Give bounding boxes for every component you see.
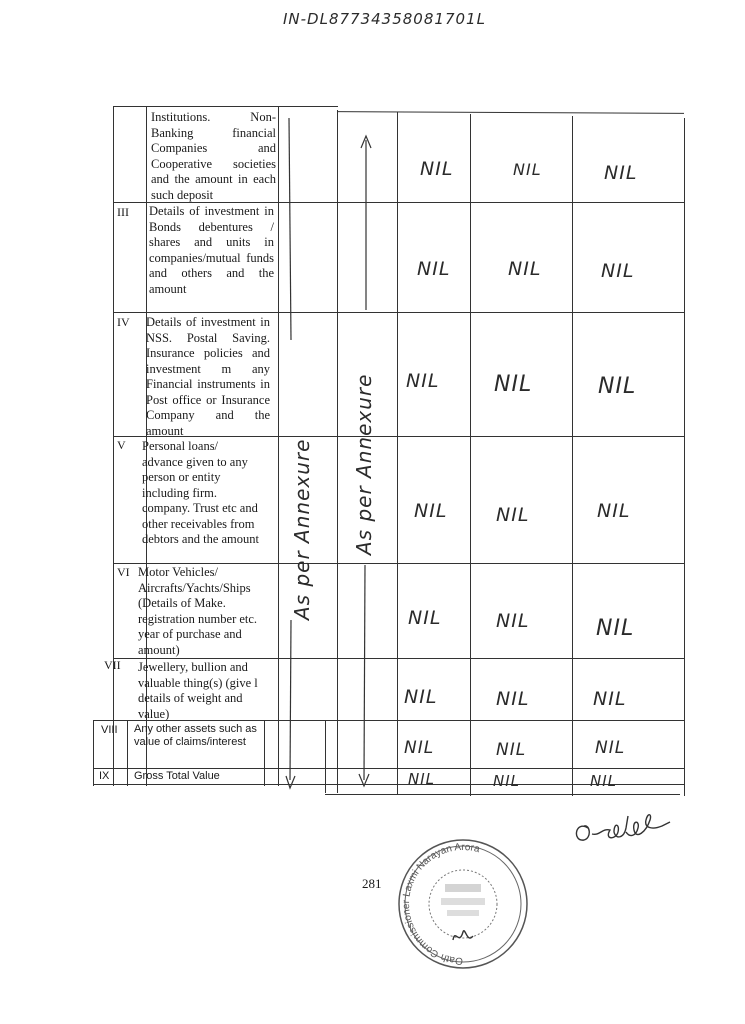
nil-r4-c1: NIL xyxy=(406,370,440,392)
nil-r1-c1: NIL xyxy=(420,158,454,180)
row-number-ix: IX xyxy=(99,770,110,782)
oath-commissioner-seal xyxy=(395,836,531,972)
nil-r5-c3: NIL xyxy=(597,500,631,522)
row-number-iv: IV xyxy=(117,315,130,329)
table-row-1-text: Institutions. Non-Banking financial Companies and Cooperative societies and the amount in each such deposit xyxy=(151,110,276,202)
row-number-v: V xyxy=(117,438,126,452)
nil-r9-c2: NIL xyxy=(493,772,521,790)
nil-r5-c2: NIL xyxy=(496,504,530,526)
nil-r9-c1: NIL xyxy=(408,770,436,788)
nil-r3-c2: NIL xyxy=(508,258,542,280)
nil-r5-c1: NIL xyxy=(414,500,448,522)
row-number-viii: VIII xyxy=(101,724,118,736)
row-number-vii: VII xyxy=(104,658,121,672)
table-row-7-text: Jewellery, bullion and valuable thing(s) (give l details of weight and value) xyxy=(138,660,258,721)
row-number-vi: VI xyxy=(117,565,130,579)
nil-r8-c2: NIL xyxy=(496,740,527,760)
table-row-8-text: Any other assets such as value of claims/interest xyxy=(134,723,257,748)
nil-r4-c3: NIL xyxy=(598,374,637,399)
annexure-column-1: As per Annexure xyxy=(290,438,314,620)
table-row-9-text: Gross Total Value xyxy=(134,770,220,782)
table-row-4-text: Details of investment in NSS. Postal Saving. Insurance policies and investment m any Financial instruments in Post office or Insurance Company and the amount xyxy=(146,315,270,438)
handwritten-signature xyxy=(570,806,690,856)
row-number-iii: III xyxy=(117,205,129,219)
nil-r6-c3: NIL xyxy=(596,616,635,641)
nil-r6-c2: NIL xyxy=(496,610,530,632)
nil-r1-c3: NIL xyxy=(604,162,638,184)
header-reference-number: IN-DL87734358081701L xyxy=(283,10,486,28)
nil-r7-c3: NIL xyxy=(593,688,627,710)
table-row-5-text: Personal loans/ advance given to any person or entity including firm. company. Trust etc and other receivables from debtors and the amount xyxy=(142,439,259,546)
nil-r4-c2: NIL xyxy=(494,372,533,397)
nil-r3-c1: NIL xyxy=(417,258,451,280)
nil-r3-c3: NIL xyxy=(601,260,635,282)
svg-text:Oath Commissioner Laxmi Naraya: Oath Commissioner Laxmi Narayan Arora xyxy=(400,841,481,967)
table-row-6-text: Motor Vehicles/ Aircrafts/Yachts/Ships (Details of Make. registration number etc. year of purchase and amount) xyxy=(138,565,258,657)
nil-r7-c1: NIL xyxy=(404,686,438,708)
annexure-column-2: As per Annexure xyxy=(352,373,376,555)
nil-r7-c2: NIL xyxy=(496,688,530,710)
nil-r8-c1: NIL xyxy=(404,738,435,758)
nil-r6-c1: NIL xyxy=(408,607,442,629)
table-row-3-text: Details of investment in Bonds debentures / shares and units in companies/mutual funds and others and the amount xyxy=(149,204,274,296)
nil-r9-c3: NIL xyxy=(590,772,618,790)
page-number: 281 xyxy=(362,876,382,891)
nil-r8-c3: NIL xyxy=(595,738,626,758)
nil-r1-c2: NIL xyxy=(513,160,542,179)
